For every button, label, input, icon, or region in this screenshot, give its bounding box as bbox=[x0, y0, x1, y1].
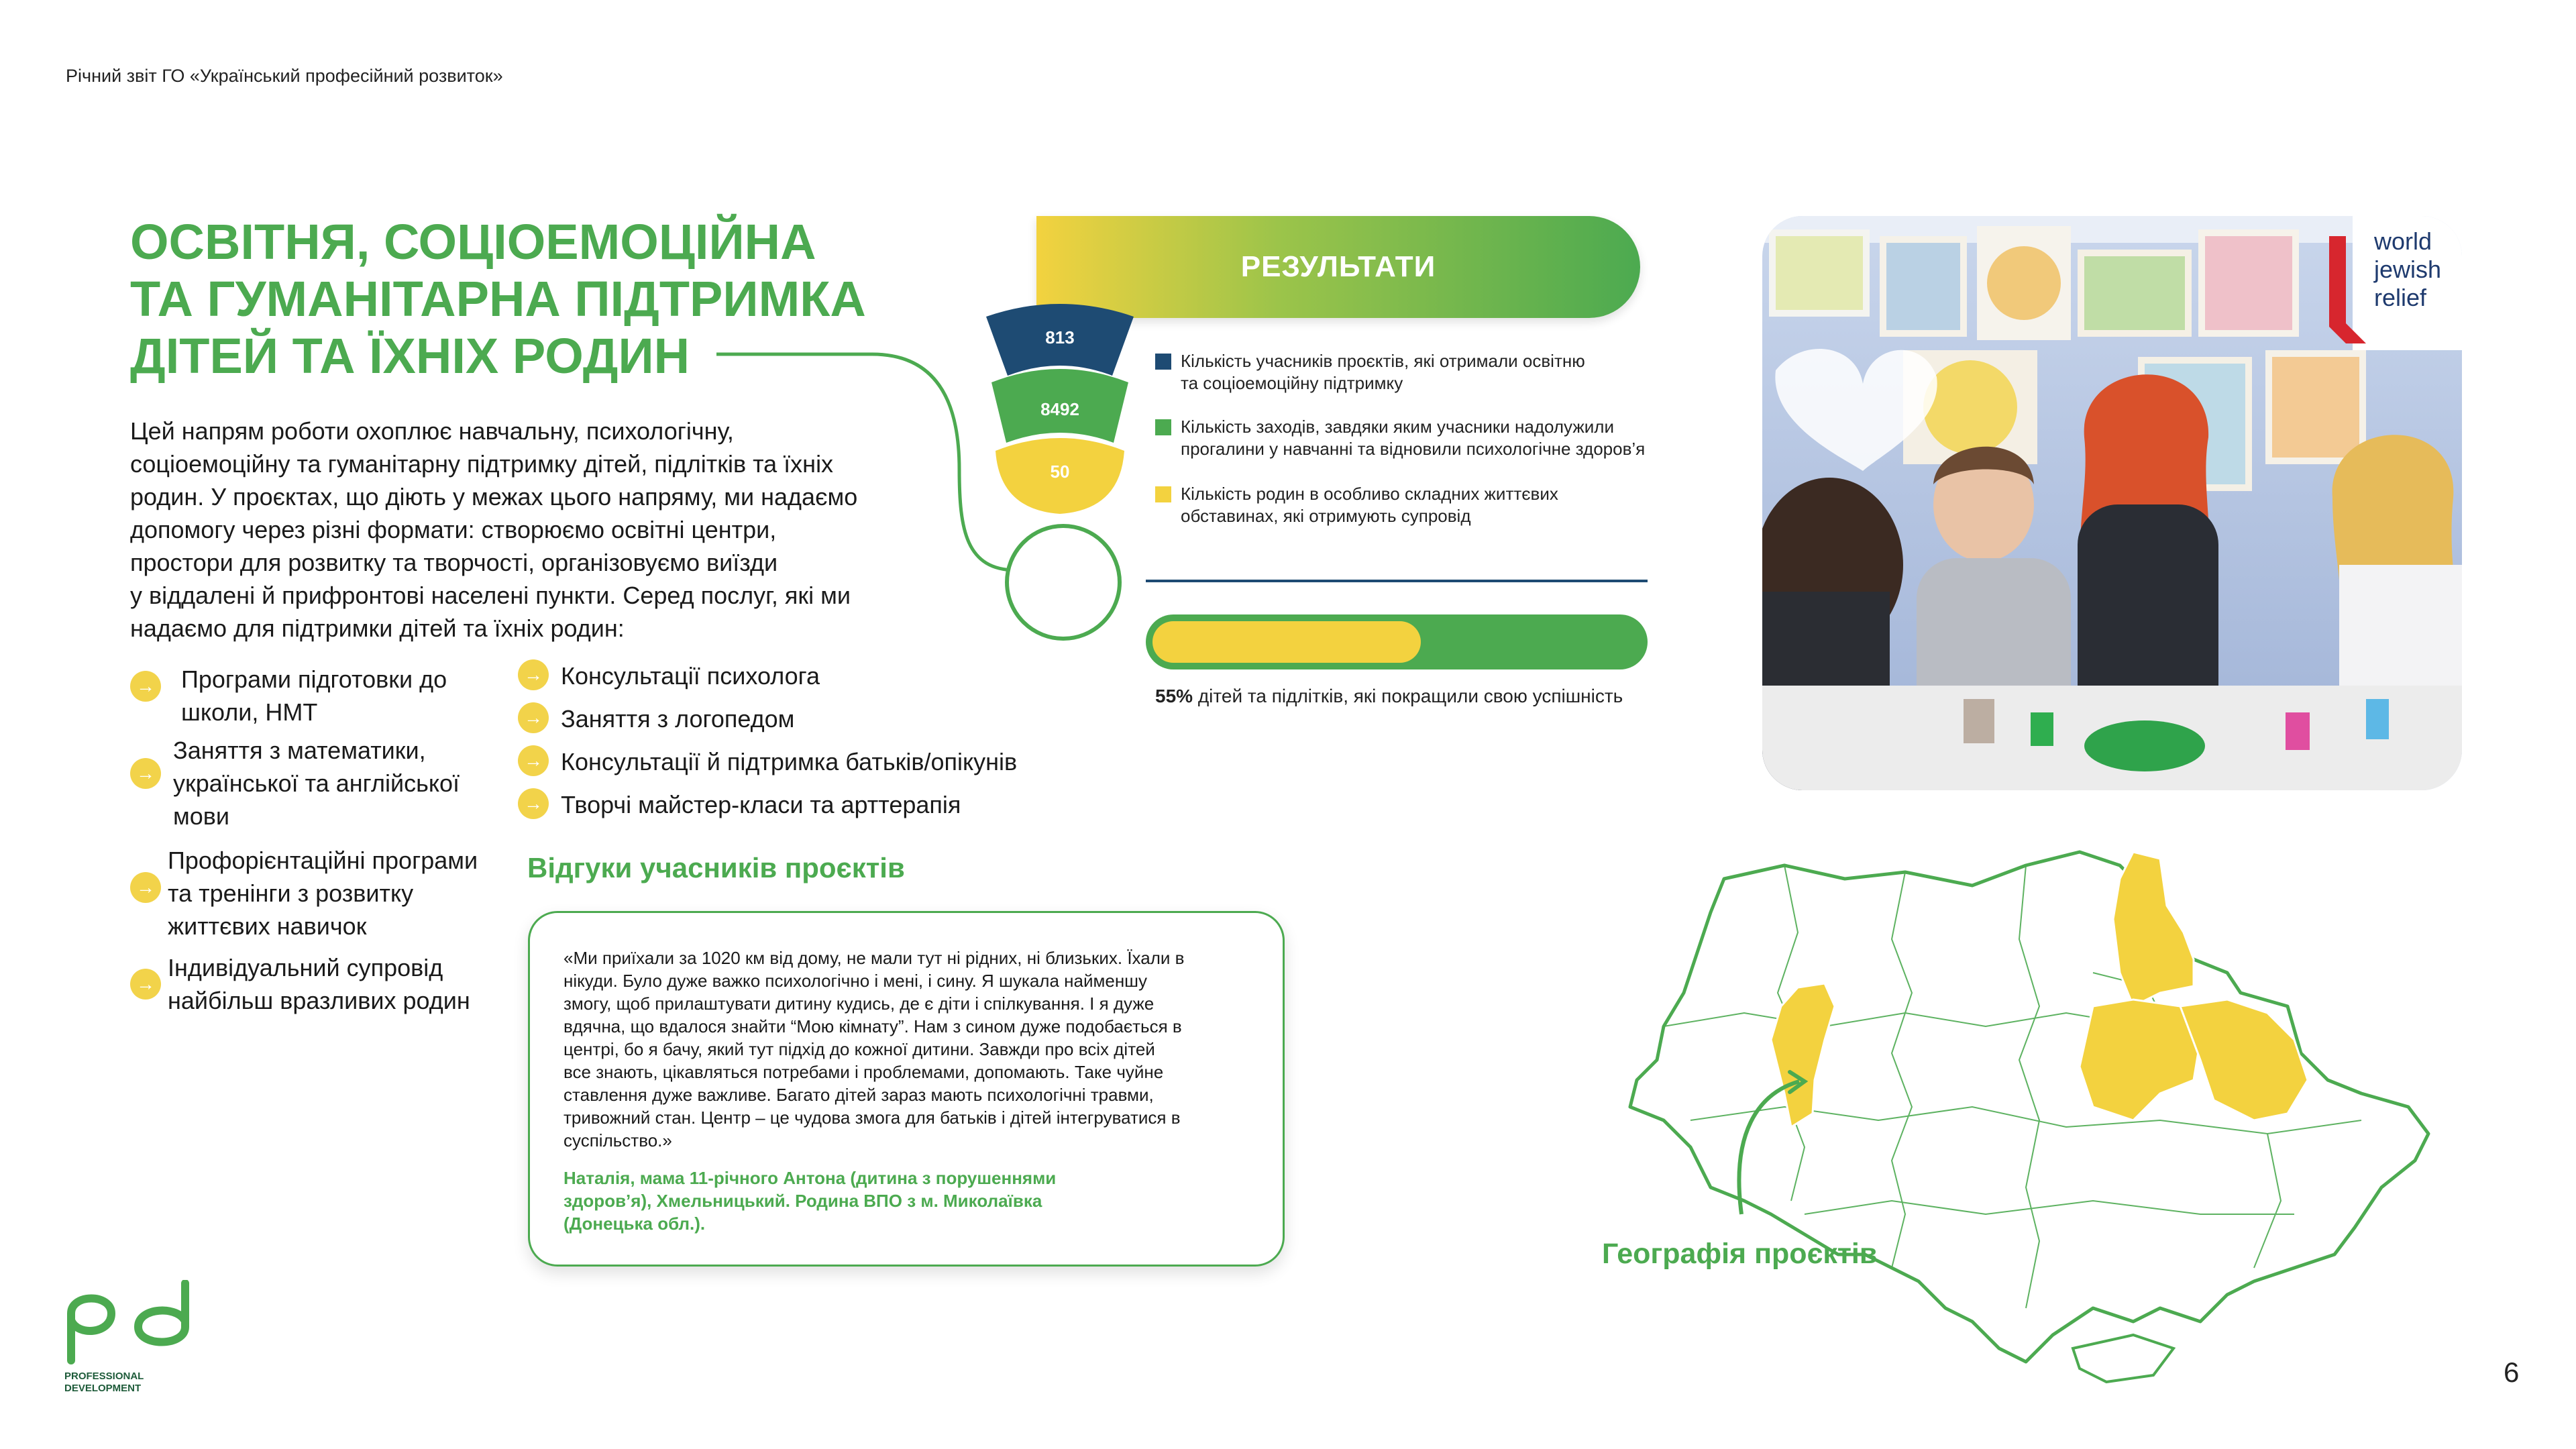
quote-line: «Ми приїхали за 1020 км від дому, не мали тут ні рідних, ні близьких. Їхали в bbox=[564, 948, 1185, 968]
quote-line: тривожний стан. Центр – це чудова змога для батьків і дітей інтегруватися в bbox=[564, 1108, 1181, 1128]
intro-line: простори для розвитку та творчості, організовуємо виїзди bbox=[130, 549, 778, 576]
intro-paragraph bbox=[130, 415, 902, 645]
metric-legend-item bbox=[1155, 350, 1585, 394]
title-line: ТА ГУМАНІТАРНА ПІДТРИМКА bbox=[130, 271, 866, 327]
arrow-icon: → bbox=[130, 872, 161, 903]
ukraine-map bbox=[1623, 839, 2449, 1389]
classroom-photo-image bbox=[1762, 216, 2462, 790]
service-item bbox=[518, 788, 961, 821]
legend-text: Кількість учасників проєктів, які отримали освітню bbox=[1181, 351, 1585, 371]
intro-line: Цей напрям роботи охоплює навчальну, психологічну, bbox=[130, 417, 734, 445]
results-divider bbox=[1146, 580, 1648, 582]
logo-text-line: PROFESSIONAL bbox=[64, 1371, 144, 1382]
legend-square bbox=[1155, 419, 1171, 435]
map-label: Географія проєктів bbox=[1602, 1238, 1878, 1270]
page-number: 6 bbox=[2504, 1356, 2520, 1388]
report-header: Річний звіт ГО «Український професійний розвиток» bbox=[66, 66, 503, 86]
service-item bbox=[130, 951, 470, 1017]
service-text: Заняття з математики, bbox=[173, 737, 426, 764]
author-line: здоров’я), Хмельницький. Родина ВПО з м. Миколаївка bbox=[564, 1191, 1042, 1211]
quote-line: ставлення дуже важливе. Багато дітей зараз мають психологічні травми, bbox=[564, 1085, 1154, 1105]
service-text: Заняття з логопедом bbox=[561, 705, 795, 733]
quote-line: нікуди. Було дуже важко психологічно і мені, і сину. Я шукала найменшу bbox=[564, 971, 1148, 991]
intro-line: соціоемоційну та гуманітарну підтримку дітей, підлітків та їхніх bbox=[130, 450, 834, 478]
quote-line: суспільство.» bbox=[564, 1130, 672, 1150]
testimonial-quote bbox=[564, 947, 1254, 1152]
service-text: Творчі майстер-класи та арттерапія bbox=[561, 791, 961, 818]
logo-text-line: DEVELOPMENT bbox=[64, 1383, 142, 1394]
legend-text: обставинах, які отримують супровід bbox=[1181, 506, 1471, 526]
project-photo bbox=[1762, 216, 2462, 790]
arrow-icon: → bbox=[518, 788, 549, 819]
author-line: (Донецька обл.). bbox=[564, 1214, 706, 1234]
service-text: Індивідуальний супровід bbox=[168, 954, 443, 981]
legend-text: Кількість заходів, завдяки яким учасники надолужили bbox=[1181, 417, 1614, 437]
progress-caption bbox=[1155, 686, 1623, 707]
service-text: Консультації й підтримка батьків/опікунів bbox=[561, 748, 1018, 775]
photo-banner-text: relief bbox=[2374, 284, 2427, 311]
arrow-icon: → bbox=[518, 745, 549, 776]
title-line: ОСВІТНЯ, СОЦІОЕМОЦІЙНА bbox=[130, 214, 816, 270]
author-line: Наталія, мама 11-річного Антона (дитина з порушеннями bbox=[564, 1168, 1057, 1188]
service-text: найбільш вразливих родин bbox=[168, 987, 470, 1014]
arrow-icon: → bbox=[518, 659, 549, 690]
quote-line: все знають, цікавляться потребами і проблемами, допомають. Таке чуйне bbox=[564, 1062, 1164, 1082]
service-item bbox=[518, 659, 820, 692]
service-text: мови bbox=[173, 802, 230, 830]
quote-line: змогу, щоб прилаштувати дитину кудись, де є діти і спілкування. І я дуже bbox=[564, 994, 1155, 1014]
title-line: ДІТЕЙ ТА ЇХНІХ РОДИН bbox=[130, 328, 690, 384]
pd-logo-icon bbox=[64, 1280, 199, 1367]
intro-line: надаємо для підтримки дітей та їхніх родин: bbox=[130, 614, 625, 642]
intro-line: допомогу через різні формати: створюємо освітні центри, bbox=[130, 516, 777, 543]
reviews-heading: Відгуки учасників проєктів bbox=[527, 852, 905, 883]
service-text: школи, НМТ bbox=[181, 698, 318, 726]
metric-legend-item bbox=[1155, 483, 1558, 527]
service-item bbox=[518, 702, 794, 735]
success-progress-bar bbox=[1146, 614, 1648, 669]
service-item bbox=[130, 734, 460, 833]
service-item bbox=[130, 844, 478, 943]
legend-text: та соціоемоційну підтримку bbox=[1181, 373, 1403, 393]
testimonial-card bbox=[528, 911, 1285, 1267]
service-text: Консультації психолога bbox=[561, 662, 820, 690]
legend-text: прогалини у навчанні та відновили психологічне здоров’я bbox=[1181, 439, 1646, 459]
quote-line: центрі, бо я бачу, який тут підхід до кожної дитини. Завжди про всіх дітей bbox=[564, 1039, 1155, 1059]
organization-logo bbox=[64, 1280, 199, 1395]
service-text: життєвих навичок bbox=[168, 912, 367, 940]
testimonial-author bbox=[564, 1167, 1140, 1235]
progress-caption-text: дітей та підлітків, які покращили свою успішність bbox=[1193, 686, 1623, 706]
intro-line: родин. У проєктах, що діють у межах цього напряму, ми надаємо bbox=[130, 483, 858, 511]
arrow-icon: → bbox=[130, 758, 161, 789]
metric-value: 50 bbox=[1050, 462, 1070, 482]
progress-fill bbox=[1152, 621, 1421, 663]
legend-square bbox=[1155, 354, 1171, 370]
service-item bbox=[130, 663, 447, 729]
quote-line: вдячна, що вдалося знайти “Мою кімнату”. Нам з сином дуже подобається в bbox=[564, 1016, 1182, 1036]
service-item bbox=[518, 745, 1017, 778]
metric-value: 8492 bbox=[1040, 399, 1079, 419]
progress-percent: 55% bbox=[1155, 686, 1193, 706]
service-text: та тренінги з розвитку bbox=[168, 879, 414, 907]
arrow-icon: → bbox=[518, 702, 549, 733]
photo-banner-text: world bbox=[2374, 227, 2432, 255]
legend-square bbox=[1155, 486, 1171, 502]
intro-line: у віддалені й прифронтові населені пункти. Серед послуг, які ми bbox=[130, 582, 851, 609]
service-text: Профорієнтаційні програми bbox=[168, 847, 478, 874]
highlighted-region-chernihiv bbox=[2113, 852, 2194, 1006]
service-text: Програми підготовки до bbox=[181, 665, 447, 693]
arrow-icon: → bbox=[130, 671, 161, 702]
metrics-badges bbox=[979, 302, 1140, 523]
metric-legend-item bbox=[1155, 416, 1645, 460]
metric-value: 813 bbox=[1045, 327, 1075, 347]
photo-banner-text: jewish bbox=[2374, 256, 2442, 283]
service-text: української та англійської bbox=[173, 769, 460, 797]
legend-text: Кількість родин в особливо складних життєвих bbox=[1181, 484, 1558, 504]
arrow-icon: → bbox=[130, 969, 161, 1000]
results-banner-label: РЕЗУЛЬТАТИ bbox=[1240, 250, 1436, 283]
